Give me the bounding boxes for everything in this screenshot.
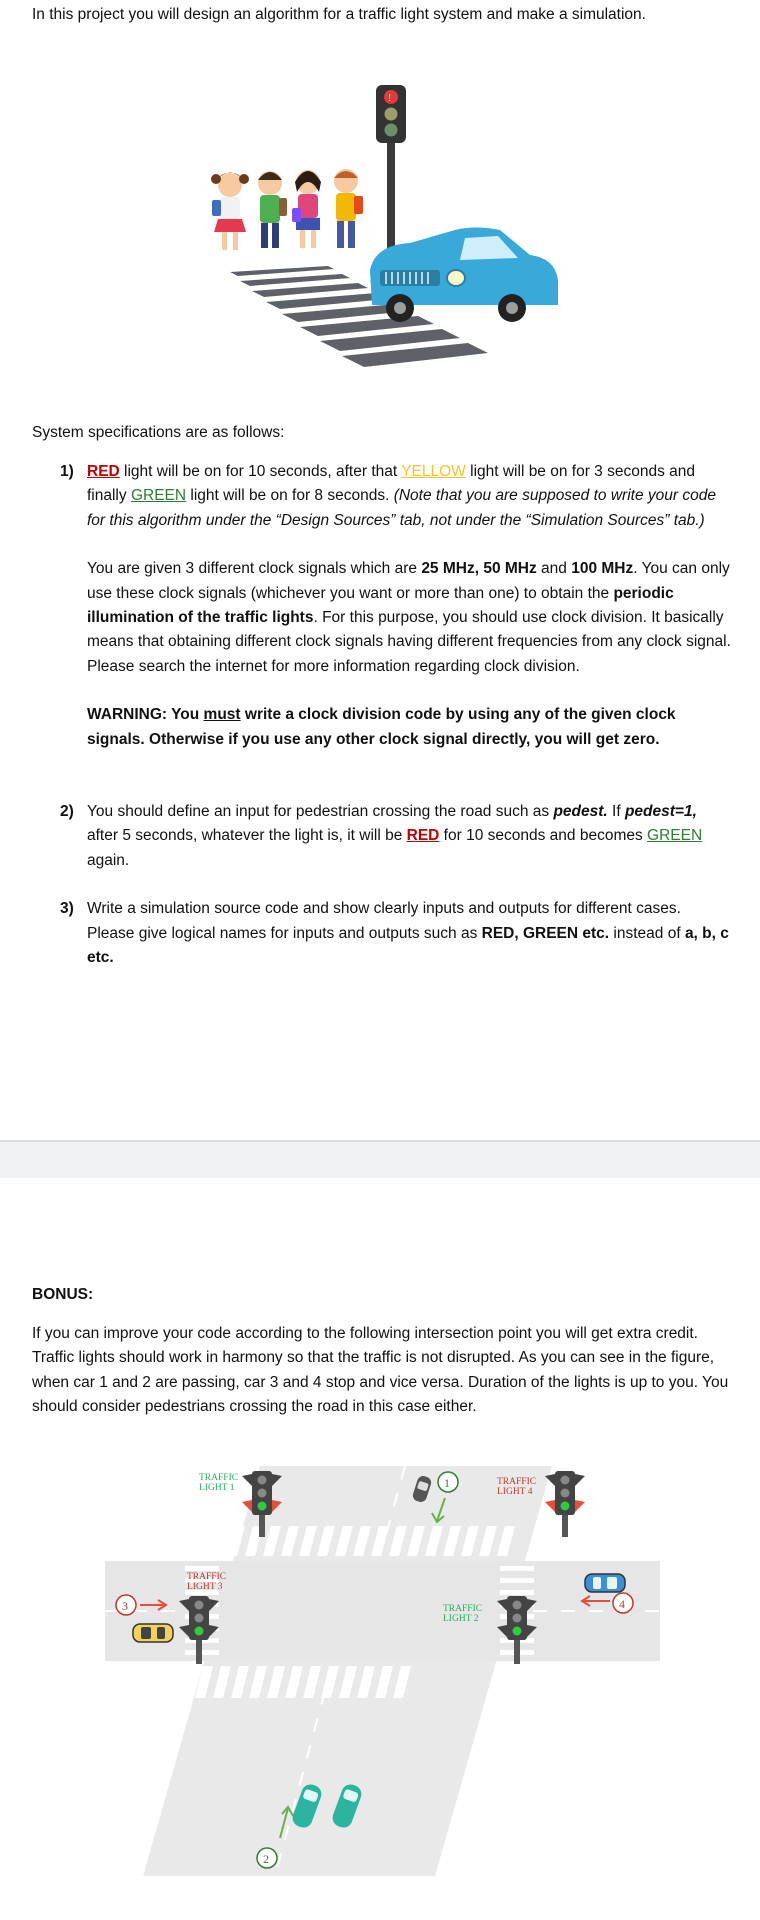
text-span: You should define an input for pedestrian crossing the road such as: [87, 803, 554, 821]
text-span: again.: [87, 851, 130, 869]
green-word: GREEN: [647, 827, 703, 845]
text-span: for 10 seconds and becomes: [439, 827, 648, 845]
text-span: light will be on for 3 seconds and finally: [87, 463, 696, 505]
must-word: must: [203, 706, 241, 724]
traffic-light-3-label: LIGHT 3: [187, 1582, 223, 1592]
text-span: after 5 seconds, whatever the light is, it will be: [87, 827, 407, 845]
pedest-eq: pedest=1,: [624, 803, 697, 821]
traffic-light-2-label: TRAFFIC: [443, 1604, 483, 1614]
children-group-icon: [211, 169, 363, 250]
traffic-signal-icon: [545, 1471, 585, 1537]
spec-list: [32, 460, 732, 971]
text-span: write a clock division code by using any of the given clock signals. Otherwise if you use any other clock signal directly, you will get zero.: [87, 706, 676, 748]
text-span: You are given 3 different clock signals which are: [87, 560, 422, 578]
traffic-light-1-label: TRAFFIC: [199, 1473, 239, 1483]
traffic-light-4-label: TRAFFIC: [497, 1477, 537, 1487]
traffic-light-2-label: LIGHT 2: [443, 1614, 479, 1624]
item1-clock-paragraph: [87, 557, 732, 679]
item3-simulation: [87, 897, 732, 970]
page-separator: [0, 1140, 760, 1178]
text-span: WARNING: You: [87, 706, 204, 724]
car-icon: [133, 1624, 173, 1642]
clock-values: 25 MHz, 50 MHz: [421, 560, 537, 578]
green-word: GREEN: [130, 487, 187, 505]
svg-text:!: !: [388, 93, 392, 104]
bold-phrase: a, b, c etc.: [87, 924, 729, 967]
crosswalk-illustration: [200, 80, 570, 380]
text-span: and: [536, 560, 572, 578]
car-number: 3: [122, 1599, 128, 1613]
item2-pedestrian: [87, 800, 732, 873]
text-span: instead of: [609, 924, 685, 942]
red-word: RED: [87, 463, 120, 480]
car-icon: [370, 228, 558, 323]
bold-phrase: RED, GREEN etc.: [481, 924, 610, 942]
red-word: RED: [406, 827, 440, 845]
car-number: 1: [444, 1476, 450, 1490]
text-span: Write a simulation source code and show clearly inputs and outputs for different cases. Please give logical names for inputs and outputs such as: [87, 900, 681, 942]
traffic-light-3-label: TRAFFIC: [187, 1572, 227, 1582]
pedest-var: pedest.: [553, 803, 608, 821]
bonus-heading: BONUS:: [32, 1286, 94, 1303]
item1-warning: [87, 703, 732, 752]
item-number: 1): [60, 463, 74, 480]
spec-item-1: [32, 460, 732, 752]
bold-phrase: periodic illumination of the traffic lights: [87, 584, 674, 627]
note-text: (Note that you are supposed to write your code for this algorithm under the “Design Sources” tab, not under the “Simulation Sources” tab.): [87, 487, 716, 529]
item-number: 2): [60, 803, 74, 821]
spec-item-3: [32, 897, 732, 970]
clock-value: 100 MHz: [571, 560, 634, 578]
text-span: . For this purpose, you should use clock division. It basically means that obtaining different clock signals having different frequencies from any clock signal. Please search the internet for more information regarding clock division.: [87, 609, 731, 675]
document-page-2: [0, 1178, 760, 1920]
specs-heading: System specifications are as follows:: [32, 424, 285, 441]
item-number: 3): [60, 900, 74, 918]
intersection-diagram: [105, 1466, 660, 1876]
yellow-word: YELLOW: [401, 463, 466, 480]
car-number: 2: [263, 1852, 269, 1866]
text-span: light will be on for 8 seconds.: [186, 487, 394, 505]
item1-light-sequence: [87, 460, 732, 533]
text-span: light will be on for 10 seconds, after that: [119, 463, 402, 480]
text-span: . You can only use these clock signals (whichever you want or more than one) to obtain the: [87, 560, 730, 602]
spec-item-2: [32, 800, 732, 873]
traffic-light-1-label: LIGHT 1: [199, 1483, 235, 1493]
text-span: If: [607, 803, 625, 821]
car-number: 4: [619, 1597, 625, 1611]
traffic-light-4-label: LIGHT 4: [497, 1487, 533, 1497]
car-icon: [585, 1574, 625, 1592]
bonus-text: If you can improve your code according to the following intersection point you will get extra credit. Traffic lights should work in harmony so that the traffic is not disrupted. As you can see in the figure, when car 1 and 2 are passing, car 3 and 4 stop and vice versa. Duration of the lights is up to you. You should consider pedestrians crossing the road in this case either.: [32, 1325, 729, 1416]
intro-text: In this project you will design an algorithm for a traffic light system and make a simulation.: [32, 6, 646, 23]
